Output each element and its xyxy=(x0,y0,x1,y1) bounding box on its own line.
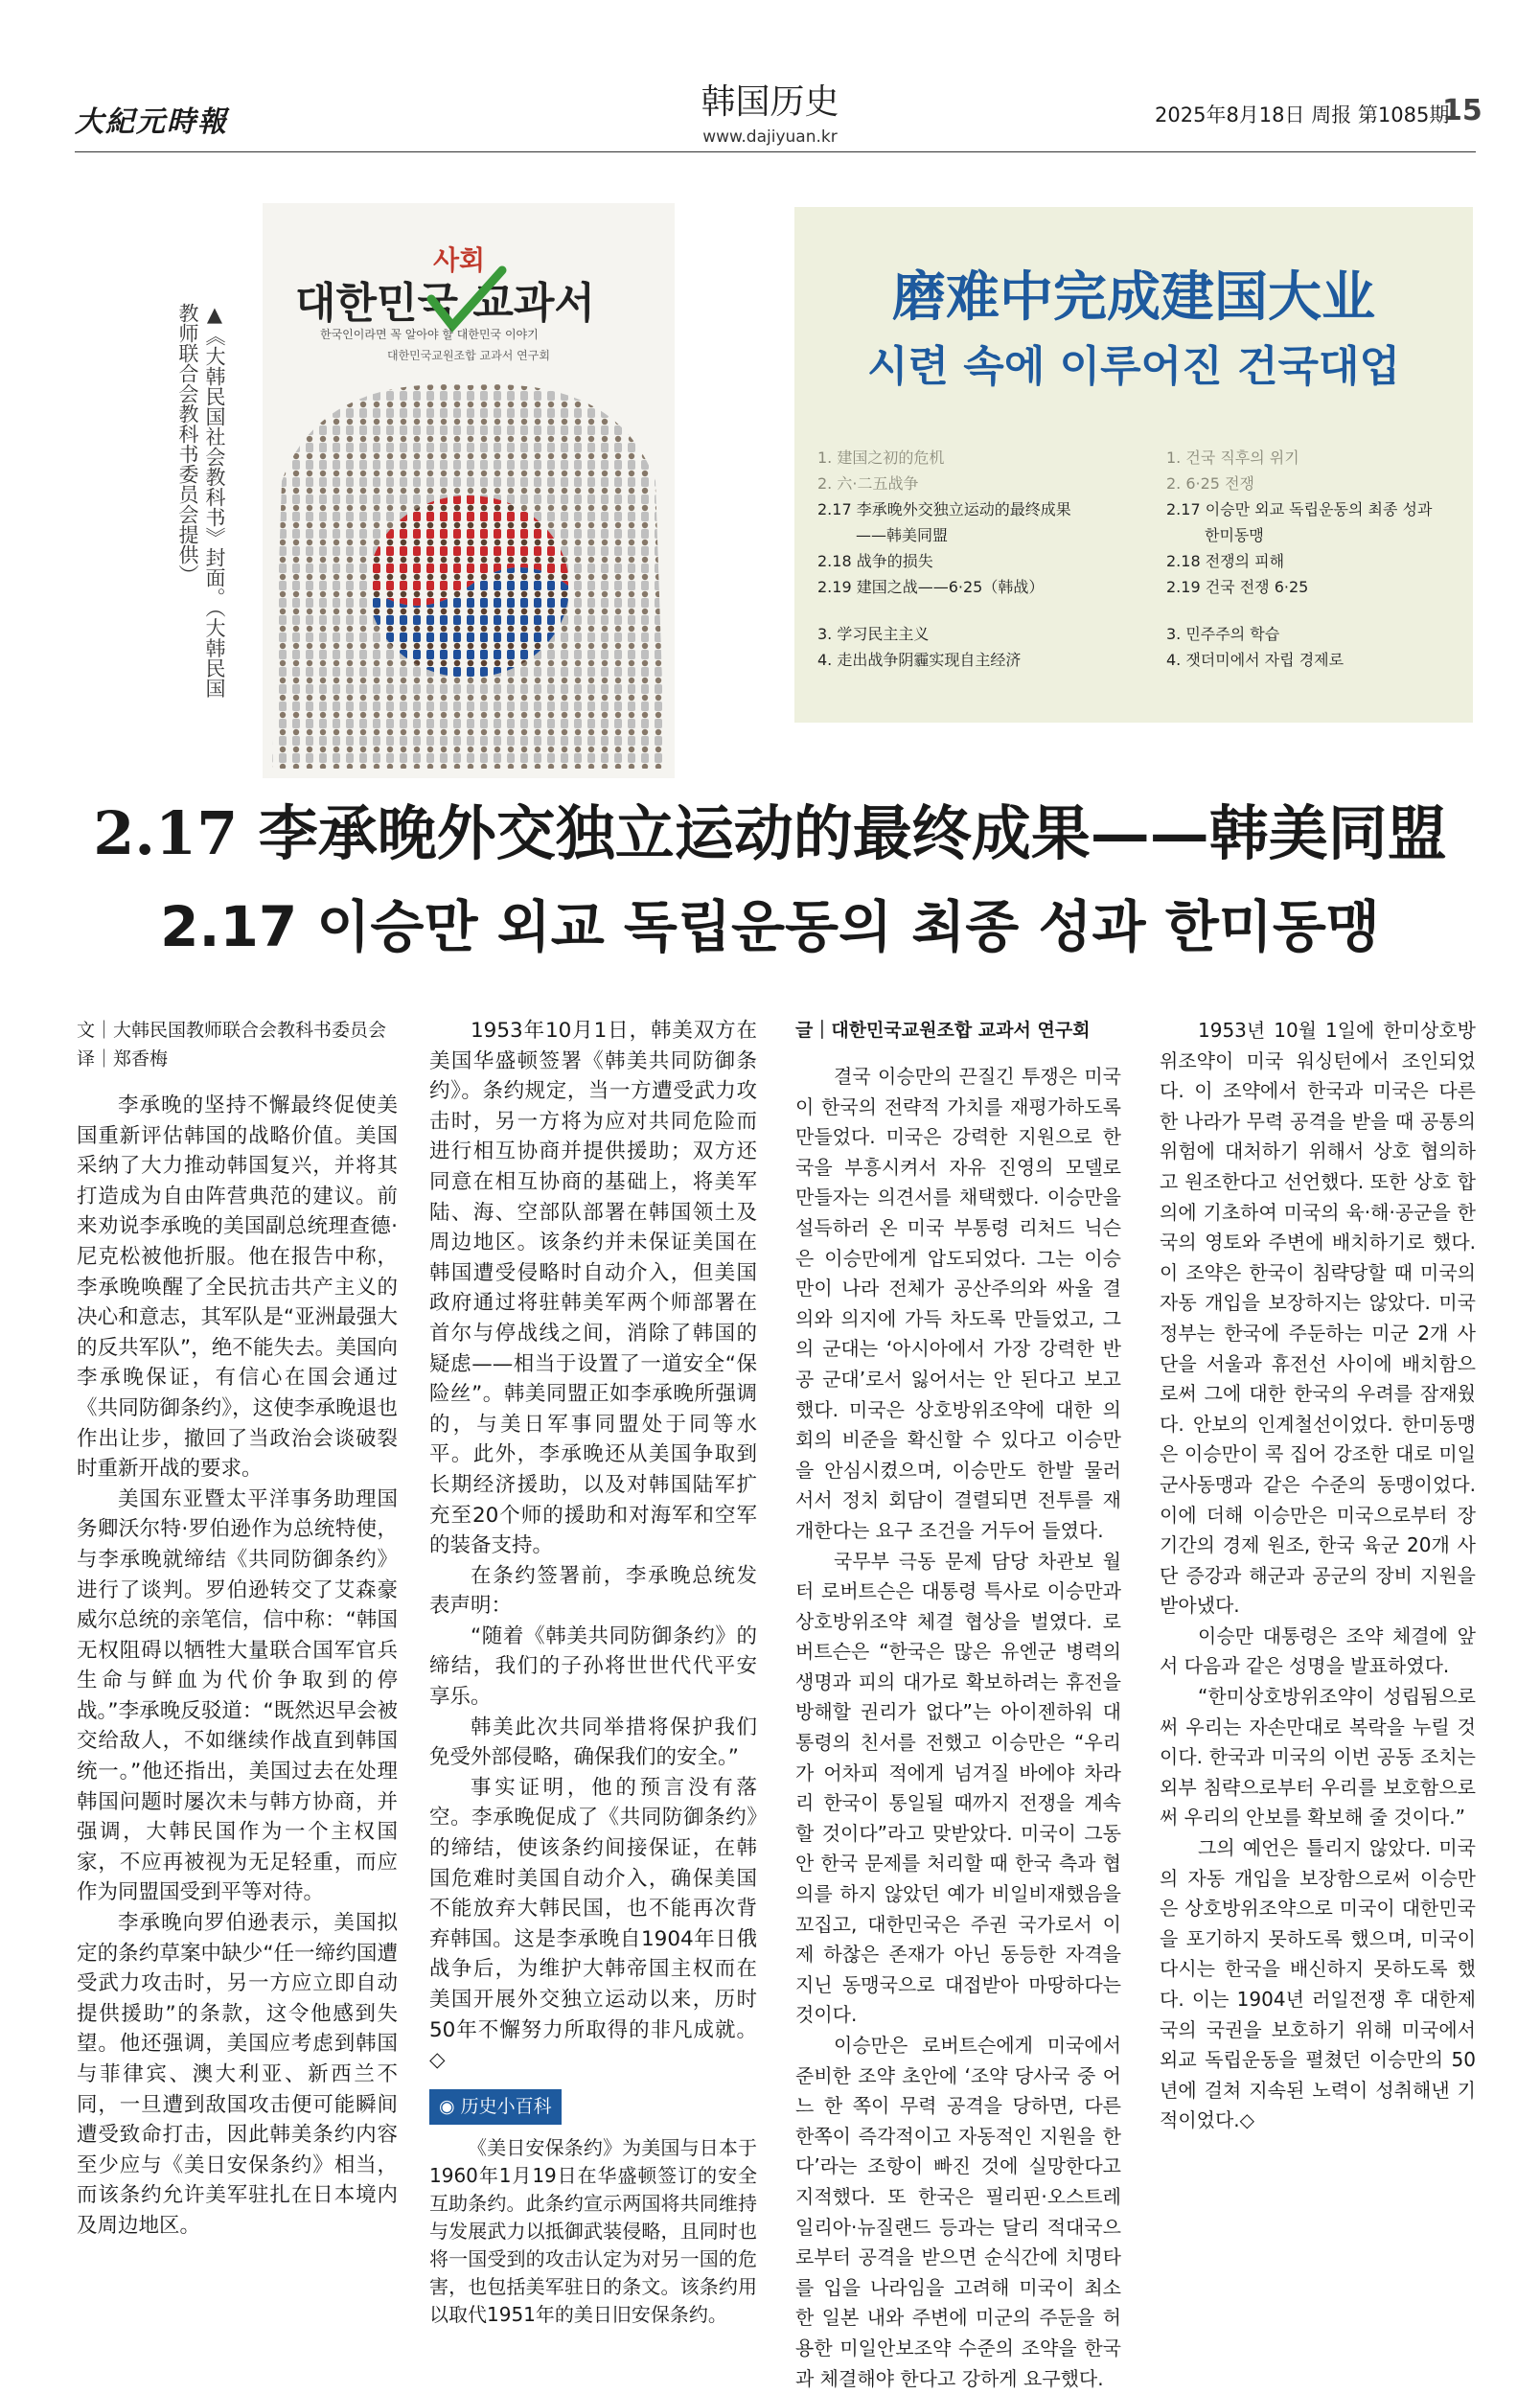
toc-zh xyxy=(817,445,1143,673)
headline-zh: 2.17 李承晚外交独立运动的最终成果——韩美同盟 xyxy=(93,798,1447,868)
byline-translator: 译｜郑香梅 xyxy=(77,1048,169,1070)
cover-publisher: 대한민국교원조합 교과서 연구회 xyxy=(387,349,550,362)
crowd-illustration xyxy=(263,366,675,778)
cover-subtitle: 한국인이라면 꼭 알아야 할 대한민국 이야기 xyxy=(320,328,539,341)
quote-paragraph: “한미상호방위조약이 성립됨으로써 우리는 자손만대로 복락을 누릴 것이다. 한국과 미국의 이번 공동 조치는 외부 침략으로부터 우리를 보호함으로써 우리의 안보를 확보해 줄 것이다.” xyxy=(1160,1685,1476,1830)
toc-item-current: 2.17 이승만 외교 독립운동의 최종 성과 xyxy=(1166,500,1433,518)
toc-item: 4. 走出战争阴霾实现自主经济 xyxy=(817,651,1022,669)
section-url[interactable]: www.dajiyuan.kr xyxy=(702,127,838,147)
headline-ko: 2.17 이승만 외교 독립운동의 최종 성과 한미동맹 xyxy=(160,894,1380,959)
series-box xyxy=(794,207,1473,723)
quote-paragraph: “随着《韩美共同防御条约》的缔结，我们的子孙将世世代代平安享乐。 xyxy=(429,1623,757,1710)
image-caption: ▲《大韩民国社会教科书》封面。（大韩民国教师联合会教科书委员会提供） xyxy=(176,303,226,699)
toc-item: 2.19 건국 전쟁 6·25 xyxy=(1166,578,1309,596)
paragraph: 1953년 10월 1일에 한미상호방위조약이 미국 워싱턴에서 조인되었다. 이 조약에서 한국과 미국은 다른 한 나라가 무력 공격을 받을 때 공통의 위험에 대처하기 위해서 상호 협의하고 원조한다고 선언했다. 또한 상호 합의에 기초하여 미국의 육·해·공군을 한국의 영토와 주변에 배치하기로 했다. 이 조약은 한국이 침략당할 때 미국의 자동 개입을 보장하지는 않았다. 미국 정부는 한국에 주둔하는 미군 2개 사단을 서울과 휴전선 사이에 배치함으로써 그에 대한 한국의 우려를 잠재웠다. 안보의 인계철선이었다. 한미동맹은 이승만이 콕 집어 강조한 대로 미일군사동맹과 같은 수준의 동맹이었다. 이에 더해 이승만은 미국으로부터 장기간의 경제 원조, 한국 육군 20개 사단 증강과 해군과 공군의 장비 지원을 받아냈다. xyxy=(1160,1019,1476,1618)
article-zh-column-2 xyxy=(429,1016,757,2329)
byline-author: 文｜大韩民国教师联合会教科书委员会 xyxy=(77,1020,387,1041)
paragraph: 美国东亚暨太平洋事务助理国务卿沃尔特·罗伯逊作为总统特使，与李承晚就缔结《共同防御条约》进行了谈判。罗伯逊转交了艾森豪威尔总统的亲笔信，信中称：“韩国无权阻碍以牺牲大量联合国军官兵生命与鲜血为代价争取到的停战。”李承晚反驳道：“既然迟早会被交给敌人，不如继续作战直到韩国统一。”他还指出，美国过去在处理韩国问题时屡次未与韩方协商，并强调，大韩民国作为一个主权国家，不应再被视为无足轻重，而应作为同盟国受到平等对待。 xyxy=(77,1486,398,1905)
toc-item: 1. 建国之初的危机 xyxy=(817,449,945,467)
toc-item: 3. 민주주의 학습 xyxy=(1166,625,1280,643)
book-cover-image xyxy=(263,203,675,778)
paragraph: 이승만 대통령은 조약 체결에 앞서 다음과 같은 성명을 발표하였다. xyxy=(1160,1623,1476,1678)
toc-item: 4. 잿더미에서 자립 경제로 xyxy=(1166,651,1345,669)
paragraph: 1953年10月1日，韩美双方在美国华盛顿签署《韩美共同防御条约》。条约规定，当一方遭受武力攻击时，另一方将为应对共同危险而进行相互协商并提供援助；双方还同意在相互协商的基础上，将美军陆、海、空部队部署在韩国领土及周边地区。该条约并未保证美国在韩国遭受侵略时自动介入，但美国政府通过将驻韩美军两个师部署在首尔与停战线之间，消除了韩国的疑虑——相当于设置了一道安全“保险丝”。韩美同盟正如李承晚所强调的，与美日军事同盟处于同等水平。此外，李承晚还从美国争取到长期经济援助，以及对韩国陆军扩充至20个师的援助和对海军和空军的装备支持。 xyxy=(429,1019,757,1558)
toc-item: 2. 6·25 전쟁 xyxy=(1166,474,1254,493)
toc-item: 2.18 战争的损失 xyxy=(817,552,933,570)
toc-item-current-sub: ——韩美同盟 xyxy=(856,526,949,544)
article-ko-column-2 xyxy=(1160,1016,1476,2136)
page-number: 15 xyxy=(1442,94,1483,127)
toc-item-current: 2.17 李承晚外交独立运动的最终成果 xyxy=(817,500,1071,518)
paragraph: 결국 이승만의 끈질긴 투쟁은 미국이 한국의 전략적 가치를 재평가하도록 만들었다. 미국은 강력한 지원으로 한국을 부흥시켜서 자유 진영의 모델로 만들자는 의견서를 채택했다. 이승만을 설득하러 온 미국 부통령 리처드 닉슨은 이승만에게 압도되었다. 그는 이승만이 나라 전체가 공산주의와 싸울 결의와 의지에 가득 차도록 만들었고, 그의 군대는 ‘아시아에서 가장 강력한 반공 군대’로서 잃어서는 안 된다고 보고했다. 미국은 상호방위조약에 대한 의회의 비준을 확신할 수 있다고 이승만을 안심시켰으며, 이승만도 한발 물러서서 정치 회담이 결렬되면 전투를 재개한다는 요구 조건을 거두어 들였다. xyxy=(795,1065,1121,1542)
byline-ko: 글｜대한민국교원조합 교과서 연구회 xyxy=(795,1020,1091,1041)
series-title-zh: 磨难中完成建国大业 xyxy=(892,266,1375,329)
paragraph: 국무부 극동 문제 담당 차관보 월터 로버트슨은 대통령 특사로 이승만과 상호방위조약 체결 협상을 벌였다. 로버트슨은 “한국은 많은 유엔군 병력의 생명과 피의 대가로 확보하려는 휴전을 방해할 권리가 없다”는 아이젠하워 대통령의 친서를 전했고 이승만은 “우리가 어차피 적에게 넘겨질 바에야 차라리 한국이 통일될 때까지 전쟁을 계속할 것이다”라고 맞받았다. 미국이 그동안 한국 문제를 처리할 때 한국 측과 협의를 하지 않았던 예가 비일비재했음을 꼬집고, 대한민국은 주권 국가로서 이제 하찮은 존재가 아닌 동등한 자격을 지닌 동맹국으로 대접받아 마땅하다는 것이다. xyxy=(795,1549,1121,2027)
toc-item: 2. 六·二五战争 xyxy=(817,474,919,493)
toc-item-current-sub: 한미동맹 xyxy=(1205,526,1264,544)
toc-item: 1. 건국 직후의 위기 xyxy=(1166,449,1299,467)
cover-title-insert: 사회 xyxy=(433,244,486,276)
toc-item: 2.19 建国之战——6·25（韩战） xyxy=(817,578,1045,596)
paragraph: 李承晚的坚持不懈最终促使美国重新评估韩国的战略价值。美国采纳了大力推动韩国复兴，并将其打造成为自由阵营典范的建议。前来劝说李承晚的美国副总统理查德·尼克松被他折服。他在报告中称，李承晚唤醒了全民抗击共产主义的决心和意志，其军队是“亚洲最强大的反共军队”，绝不能失去。美国向李承晚保证，有信心在国会通过《共同防御条约》，这使李承晚退也作出让步，撤回了当政治会谈破裂时重新开战的要求。 xyxy=(77,1093,398,1482)
paragraph: 이승만은 로버트슨에게 미국에서 준비한 조약 초안에 ‘조약 당사국 중 어느 한 쪽이 무력 공격을 당하면, 다른 한쪽이 즉각적이고 자동적인 지원을 한다’라는 조항이 빠진 것에 실망한다고 지적했다. 또 한국은 필리핀·오스트레일리아·뉴질랜드 등과는 달리 적대국으로부터 공격을 받으면 순식간에 치명타를 입을 나라임을 고려해 미국이 최소한 일본 내와 주변에 미군의 주둔을 허용한 미일안보조약 수준의 조약을 한국과 체결해야 한다고 강하게 요구했다. xyxy=(795,2034,1121,2390)
toc-item: 2.18 전쟁의 피해 xyxy=(1166,552,1285,570)
masthead-logo: 大紀元時報 xyxy=(75,105,228,139)
paragraph: 그의 예언은 틀리지 않았다. 미국의 자동 개입을 보장함으로써 이승만은 상호방위조약으로 미국이 대한민국을 포기하지 못하도록 했으며, 미국이 다시는 한국을 배신하지 못하도록 했다. 이는 1904년 러일전쟁 후 대한제국의 국권을 보호하기 위해 미국에서 외교 독립운동을 펼쳤던 이승만의 50년에 걸쳐 지속된 노력이 성취해낸 기적이었다.◇ xyxy=(1160,1836,1476,2132)
article-zh-column-1 xyxy=(77,1016,398,2242)
paragraph: 在条约签署前，李承晚总统发表声明： xyxy=(429,1563,757,1619)
series-title-ko: 시련 속에 이루어진 건국대업 xyxy=(866,342,1400,391)
quote-paragraph: 韩美此次共同举措将保护我们免受外部侵略，确保我们的安全。” xyxy=(429,1715,757,1770)
toc-ko xyxy=(1166,445,1454,673)
paragraph: 事实证明，他的预言没有落空。李承晚促成了《共同防御条约》的缔结，使该条约间接保证，在韩国危难时美国自动介入，确保美国不能放弃大韩民国，也不能再次背弃韩国。这是李承晚自1904年日俄战争后，为维护大韩帝国主权而在美国开展外交独立运动以来，历时50年不懈努力所取得的非凡成就。◇ xyxy=(429,1775,757,2073)
section-title: 韩国历史 xyxy=(701,82,839,122)
sidebar-tag: ◉ 历史小百科 xyxy=(429,2089,562,2126)
cover-title-text: 대한민국 교과서 xyxy=(295,279,595,328)
paragraph: 李承晚向罗伯逊表示，美国拟定的条约草案中缺少“任一缔约国遭受武力攻击时，另一方应立即自动提供援助”的条款，这令他感到失望。他还强调，美国应考虑到韩国与菲律宾、澳大利亚、新西兰不同，一旦遭到敌国攻击便可能瞬间遭受致命打击，因此韩美条约内容至少应与《美日安保条约》相当，而该条约允许美军驻扎在日本境内及周边地区。 xyxy=(77,1911,398,2238)
toc-item: 3. 学习民主主义 xyxy=(817,625,930,643)
header-rule xyxy=(75,151,1476,152)
issue-info: 2025年8月18日 周报 第1085期 xyxy=(1155,104,1450,127)
article-ko-column-1 xyxy=(795,1016,1121,2394)
sidebar-text: 《美日安保条约》为美国与日本于1960年1月19日在华盛顿签订的安全互助条约。此条约宣示两国将共同维持与发展武力以抵御武装侵略，且同时也将一国受到的攻击认定为对另一国的危害，也包括美军驻日的条文。该条约用以取代1951年的美日旧安保条约。 xyxy=(429,2136,757,2327)
